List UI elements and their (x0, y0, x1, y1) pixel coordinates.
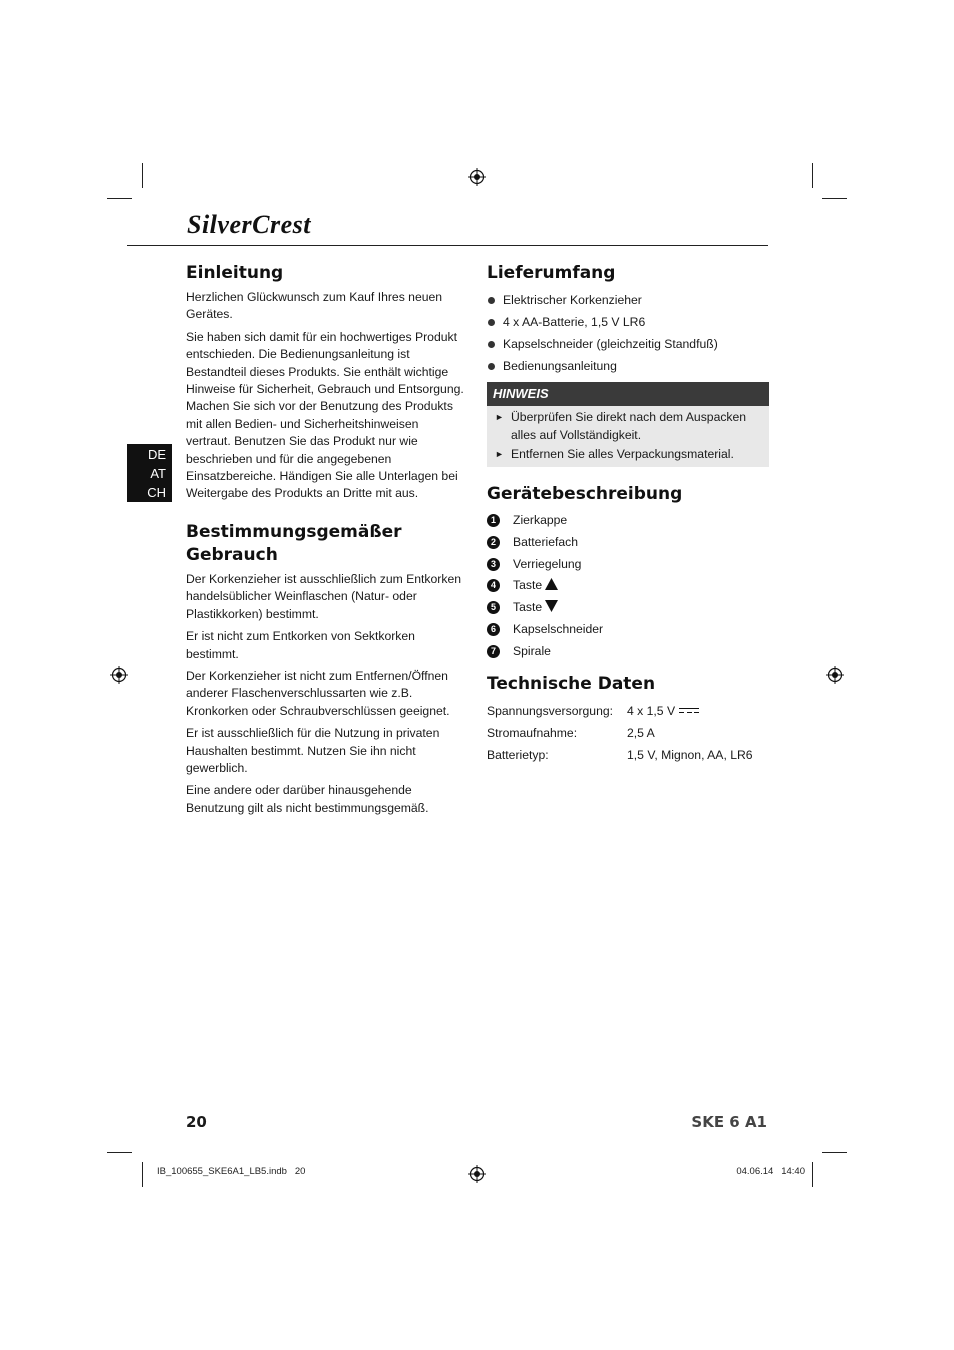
crop-mark (812, 163, 813, 188)
section-heading-lieferumfang: Lieferumfang (487, 263, 616, 283)
brand-logo: SilverCrest (187, 210, 311, 239)
part-label: Batteriefach (513, 534, 579, 549)
list-item: Elektrischer Korkenzieher (487, 289, 769, 311)
paragraph: Der Korkenzieher ist ausschließlich zum Entkorken handelsüblicher Weinflaschen (Natur- oder Plastikkorken) bestimmt. (186, 571, 462, 621)
model-name: SKE 6 A1 (691, 1113, 767, 1131)
tech-key: Stromaufnahme: (487, 725, 578, 740)
tech-value: 2,5 A (627, 725, 655, 740)
registration-mark-icon (110, 666, 128, 684)
table-row (487, 700, 753, 722)
part-item (487, 597, 769, 619)
paragraph: Er ist ausschließlich für die Nutzung in privaten Haushalten bestimmt. Nutzen Sie ihn nicht gewerblich. (186, 726, 440, 775)
registration-mark-icon (468, 1165, 486, 1183)
list-item: Kapselschneider (gleichzeitig Standfuß) (487, 333, 769, 355)
part-label: Kapselschneider (513, 621, 604, 636)
crop-mark (142, 1162, 143, 1187)
note-text: Überprüfen Sie direkt nach dem Auspacken alles auf Vollständigkeit. (511, 410, 747, 442)
crop-mark (142, 163, 143, 188)
list-item: 4 x AA-Batterie, 1,5 V LR6 (487, 311, 769, 333)
paragraph: Sie haben sich damit für ein hochwertiges Produkt entschieden. Die Bedienungsanleitung ist Bestandteil dieses Produkts. Sie enthält wichtige Hinweise für Sicherheit, Gebrauch und Entsorgung. Machen Sie sich vor der Benutzung des Produkts mit allen Bedien- und Sicherheitshinweisen vertraut. Benutzen Sie das Produkt nur wie beschrieben und für die angegebenen Einsatzbereiche. Händigen Sie alle Unterlagen bei Weitergabe des Produkts an Dritte mit aus. (186, 329, 464, 501)
language-code: AT (150, 466, 166, 481)
note-body (487, 406, 769, 467)
note-box (487, 382, 769, 467)
part-item (487, 619, 769, 641)
part-number: 6 (487, 623, 500, 636)
part-label: Zierkappe (513, 513, 568, 527)
tech-value: 1,5 V, Mignon, AA, LR6 (627, 747, 753, 762)
table-row (487, 722, 753, 744)
crop-mark (822, 198, 847, 199)
note-item (495, 445, 763, 463)
part-item (487, 532, 769, 554)
part-number: 2 (487, 536, 500, 549)
registration-mark-icon (468, 168, 486, 186)
print-slug-file: IB_100655_SKE6A1_LB5.indb 20 (157, 1166, 306, 1177)
language-tab (127, 444, 172, 502)
print-slug-date: 04.06.14 14:40 (736, 1166, 805, 1177)
paragraph: Eine andere oder darüber hinausgehende Benutzung gilt als nicht bestimmungsgemäß. (186, 783, 429, 815)
left-column (186, 262, 466, 822)
part-number: 5 (487, 601, 500, 614)
tech-table (487, 700, 753, 766)
part-label: Taste (513, 578, 543, 593)
header-rule (127, 245, 768, 246)
tech-value-cell (627, 700, 753, 722)
paragraph: Herzlichen Glückwunsch zum Kauf Ihres neuen Gerätes. (186, 290, 443, 322)
arrow-right-icon: ► (495, 449, 504, 459)
part-number: 1 (487, 514, 500, 527)
parts-list (487, 510, 769, 663)
registration-mark-icon (826, 666, 844, 684)
part-item (487, 510, 769, 532)
list-item: Bedienungsanleitung (487, 355, 769, 377)
note-title: HINWEIS (487, 382, 769, 406)
crop-mark (107, 198, 132, 199)
scope-list (487, 289, 769, 377)
section-heading-technische-daten: Technische Daten (487, 673, 656, 694)
language-code: DE (147, 447, 166, 462)
part-number: 3 (487, 558, 500, 571)
right-column (487, 262, 769, 766)
part-label: Verriegelung (513, 556, 582, 571)
part-label: Spirale (513, 643, 551, 658)
section-heading-einleitung: Einleitung (186, 263, 284, 283)
part-number: 7 (487, 645, 500, 658)
table-row (487, 744, 753, 766)
triangle-up-icon (545, 578, 558, 590)
tech-value: 4 x 1,5 V (627, 703, 676, 718)
section-heading-bestimmungsgemaesser-gebrauch: Bestimmungsgemäßer Gebrauch (186, 521, 402, 565)
note-text: Entfernen Sie alles Verpackungsmaterial. (511, 447, 734, 461)
paragraph: Er ist nicht zum Entkorken von Sektkorken bestimmt. (186, 629, 415, 661)
tech-key: Batterietyp: (487, 747, 549, 762)
crop-mark (812, 1162, 813, 1187)
section-heading-geraetebeschreibung: Gerätebeschreibung (487, 484, 683, 504)
triangle-down-icon (545, 600, 558, 612)
page-number: 20 (186, 1113, 207, 1131)
note-item (495, 408, 763, 444)
part-number: 4 (487, 579, 500, 592)
part-label: Taste (513, 600, 543, 615)
crop-mark (107, 1152, 132, 1153)
direct-current-icon (679, 707, 699, 715)
part-item (487, 641, 769, 663)
part-item (487, 575, 769, 597)
paragraph: Der Korkenzieher ist nicht zum Entfernen/Öffnen anderer Flaschenverschlussarten wie z.B. Kronkorken oder Schraubverschlüssen geeignet. (186, 668, 450, 718)
crop-mark (822, 1152, 847, 1153)
part-item (487, 554, 769, 576)
language-code: CH (147, 485, 166, 500)
arrow-right-icon: ► (495, 412, 504, 422)
tech-key: Spannungsversorgung: (487, 703, 614, 718)
